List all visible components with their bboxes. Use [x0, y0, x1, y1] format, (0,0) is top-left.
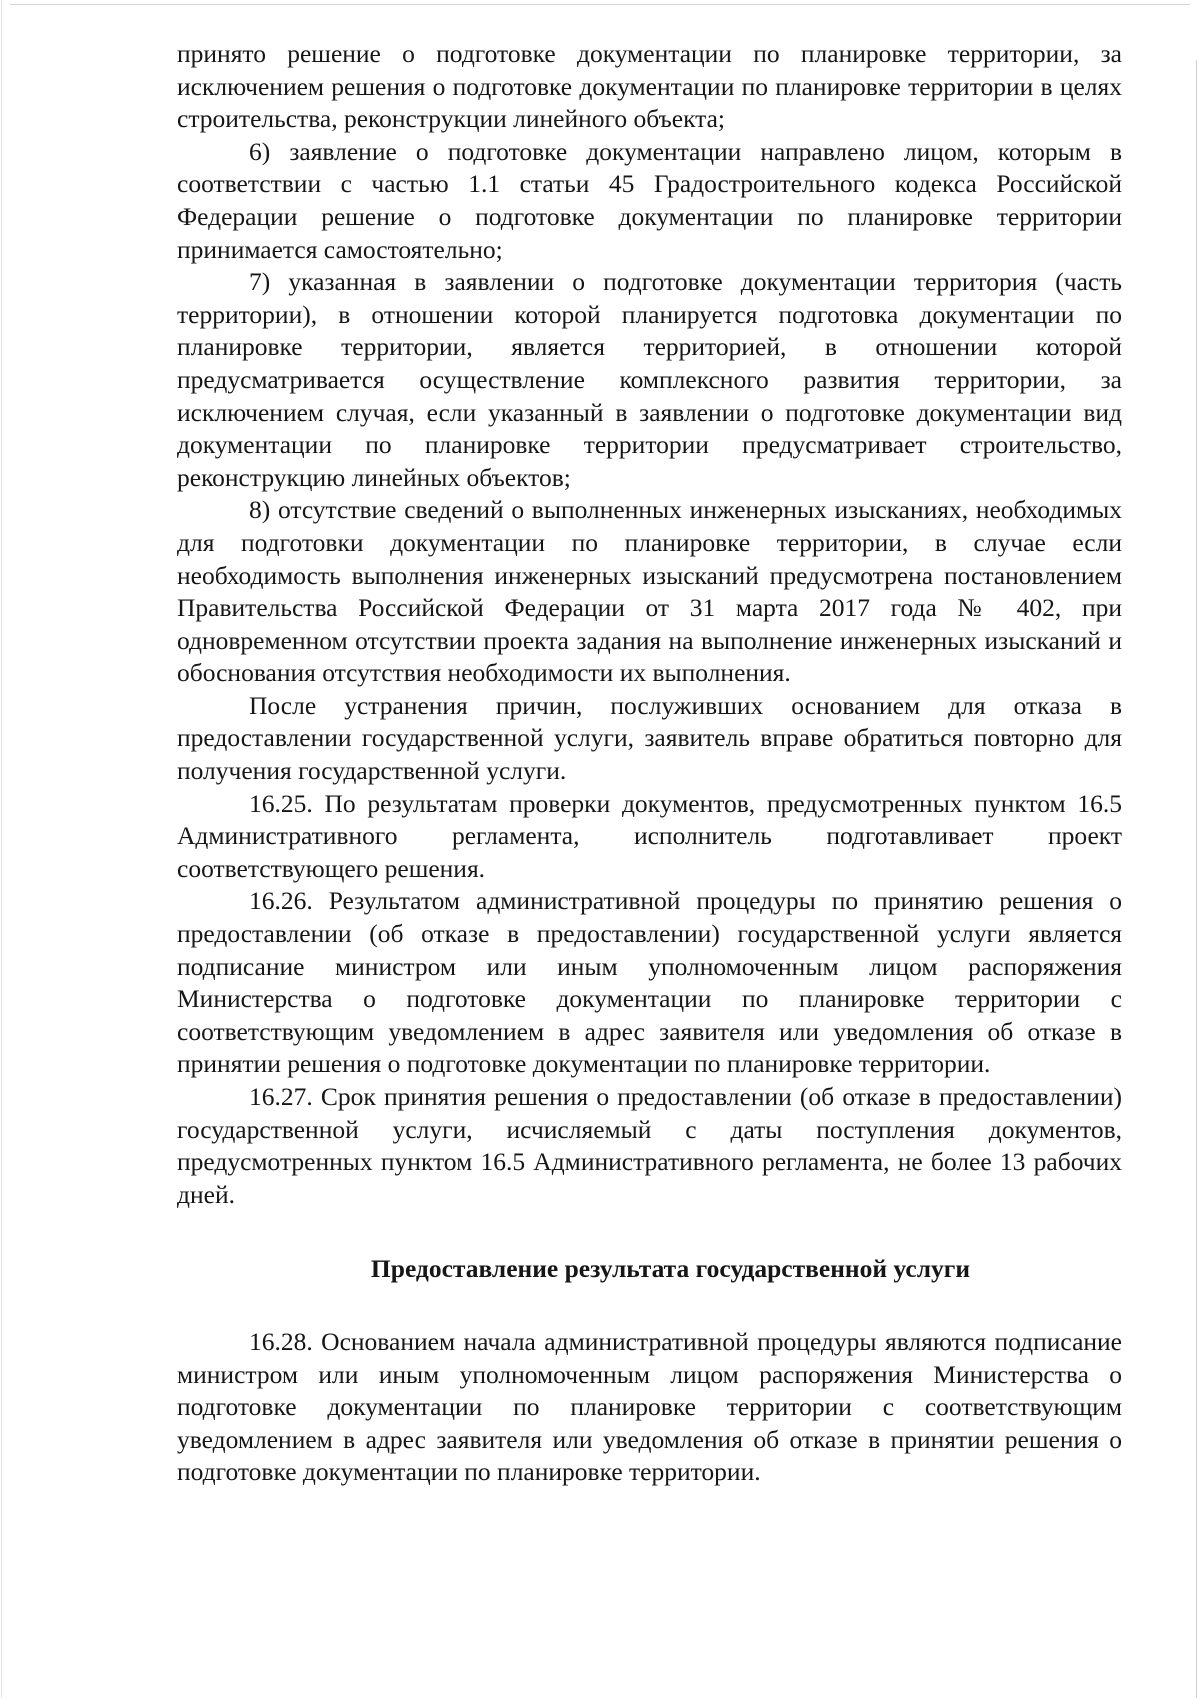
paragraph-item-7: 7) указанная в заявлении о подготовке документации территория (часть территории), в отношении которой планируется подготовка документации по планировке территории, является территорией, в отношении которой предусматривается осуществление комплексного развития территории, за исключением случая, если указанный в заявлении о подготовке документации вид документации по планировке территории предусматривает строительство, реконструкцию линейных объектов; [177, 267, 1122, 492]
paragraph-16-25: 16.25. По результатам проверки документов, предусмотренных пунктом 16.5 Административного регламента, исполнитель подготавливает проект соответствующего решения. [177, 788, 1122, 883]
paragraph-16-26: 16.26. Результатом административной процедуры по принятию решения о предоставлении (об отказе в предоставлении) государственной услуги является подписание министром или иным уполномоченным лицом распоряжения Министерства о подготовке документации по планировке территории с соответствующим уведомлением в адрес заявителя или уведомления об отказе в принятии решения о подготовке документации по планировке территории. [177, 886, 1122, 1079]
paragraph-16-28: 16.28. Основанием начала административной процедуры являются подписание министром или иным уполномоченным лицом распоряжения Министерства о подготовке документации по планировке территории с соответствующим уведомлением в адрес заявителя или уведомления об отказе в принятии решения о подготовке документации по планировке территории. [177, 1326, 1122, 1487]
scan-edge-left [1, 0, 2, 1698]
paragraph-item-6: 6) заявление о подготовке документации направлено лицом, которым в соответствии с частью 1.1 статьи 45 Градостроительного кодекса Российской Федерации решение о подготовке документации по планировке территории принимается самостоятельно; [177, 136, 1122, 264]
paragraph-after-refusal: После устранения причин, послуживших основанием для отказа в предоставлении государственной услуги, заявитель вправе обратиться повторно для получения государственной услуги. [177, 690, 1122, 786]
section-heading: Предоставление результата государственной услуги [370, 1254, 971, 1284]
scan-edge-top [10, 4, 1190, 5]
scan-edge-right [1196, 60, 1197, 1698]
paragraph-continuation: принято решение о подготовке документации по планировке территории, за исключением решения о подготовке документации по планировке территории в целях строительства, реконструкции линейного объекта; [177, 39, 1122, 134]
paragraph-item-8: 8) отсутствие сведений о выполненных инженерных изысканиях, необходимых для подготовки документации по планировке территории, в случае если необходимость выполнения инженерных изысканий предусмотрена постановлением Правительства Российской Федерации от 31 марта 2017 года № 402, при одновременном отсутствии проекта задания на выполнение инженерных изысканий и обоснования отсутствия необходимости их выполнения. [177, 495, 1122, 688]
document-body [177, 38, 1122, 1489]
paragraph-16-27: 16.27. Срок принятия решения о предоставлении (об отказе в предоставлении) государственной услуги, исчисляемый с даты поступления документов, предусмотренных пунктом 16.5 Административного регламента, не более 13 рабочих дней. [177, 1082, 1122, 1209]
